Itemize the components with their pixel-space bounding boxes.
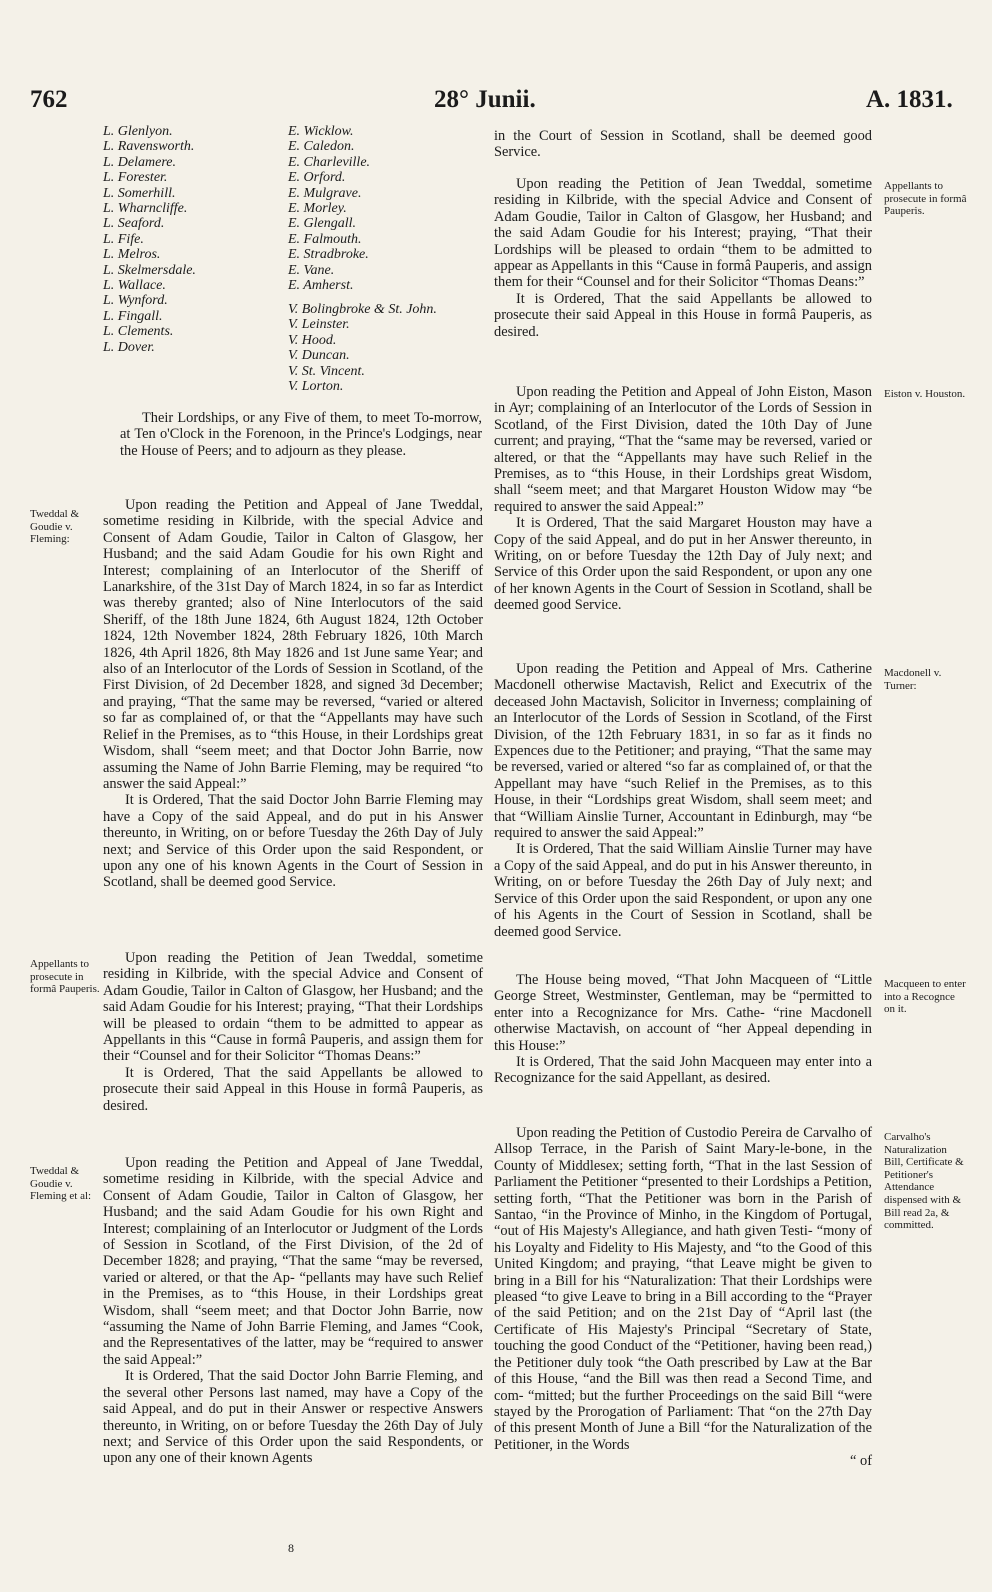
order-text: It is Ordered, That the said Appellants be allowed to prosecute their said Appeal in this House in formâ Pauperis, as desired.	[103, 1064, 483, 1114]
margin-note-pauperis-right: Appellants to prosecute in formâ Pauperis.	[884, 180, 967, 218]
entry-macqueen	[494, 972, 872, 1087]
lord-name: E. Falmouth.	[288, 231, 362, 247]
order-text: It is Ordered, That the said William Ainslie Turner may have a Copy of the said Appeal, and do put in his Answer thereunto, in Writing, on or before Tuesday the 26th Day of July next; and Service of this Order upon the said Respondent, or upon any one of his Agents in the Court of Session in Scotland, shall be deemed good Service.	[494, 841, 872, 940]
meeting-notice: Their Lordships, or any Five of them, to meet To-morrow, at Ten o'Clock in the Forenoon, in the Prince's Lodgings, near the House of Peers; and to adjourn as they please.	[120, 410, 482, 459]
entry-eiston-houston	[494, 384, 872, 614]
lords-list-barons	[103, 124, 196, 355]
order-text: It is Ordered, That the said Doctor John Barrie Fleming may have a Copy of the said Appeal, and do put in his Answer thereunto, in Writing, on or before Tuesday the 26th Day of July next; and Service of this Order upon the said Respondent, or upon any one of his known Agents in the Court of Session in Scotland, shall be deemed good Service.	[103, 792, 483, 891]
lord-name: V. Hood.	[288, 332, 337, 348]
lord-name: L. Somerhill.	[103, 185, 176, 201]
lord-name: L. Seaford.	[103, 216, 165, 232]
lord-name: E. Wicklow.	[288, 124, 354, 139]
page-number: 762	[30, 86, 68, 113]
lord-name: L. Clements.	[103, 324, 174, 340]
lord-name: E. Caledon.	[288, 139, 355, 155]
page-date: 28° Junii.	[434, 86, 536, 113]
signature-mark: 8	[288, 1541, 294, 1555]
lord-name: L. Fife.	[103, 231, 144, 247]
lords-list-earls	[288, 124, 370, 293]
margin-note-eiston: Eiston v. Houston.	[884, 388, 966, 400]
lord-name: E. Charleville.	[288, 154, 371, 170]
petition-text: Upon reading the Petition and Appeal of Mrs. Catherine Macdonell otherwise Mactavish, Relict and Executrix of the deceased John Mactavish, Solicitor in Inverness; complaining of an Interlocutor of the Lords of Session in Scotland, of the First Division, of the 12th February 1831, in so far as it finds no Expences due to the Petitioner; and praying, “That the same may be reversed, varied or altered “so far as complained of, or that the Appellant may have “such Relief in the Premises, as to this House, in their “Lordships great Wisdom, shall seem meet; and that “William Ainslie Turner, Accountant in Edinburgh, may “be required to answer the said Appeal:”	[494, 661, 872, 842]
lord-name: V. Bolingbroke & St. John.	[288, 302, 437, 317]
page-year: A. 1831.	[866, 86, 953, 113]
entry-carvalho-naturalization	[494, 1125, 872, 1470]
lord-name: E. Vane.	[288, 262, 335, 278]
motion-text: The House being moved, “That John Macqueen of “Little George Street, Westminster, Gentleman, may be “permitted to enter into a Recognizance for Mrs. Cathe- “rine Macdonell otherwise Mactavish, on account of “her Appeal depending in this House:”	[494, 972, 872, 1054]
order-text: It is Ordered, That the said John Macqueen may enter into a Recognizance for the said Appellant, as desired.	[494, 1054, 872, 1087]
lord-name: L. Dover.	[103, 339, 155, 355]
lord-name: L. Glenlyon.	[103, 124, 173, 139]
margin-note-tweddal-fleming: Tweddal & Goudie v. Fleming:	[30, 508, 80, 546]
lord-name: E. Glengall.	[288, 216, 357, 232]
order-text: It is Ordered, That the said Margaret Houston may have a Copy of the said Appeal, and do put in her Answer thereunto, in Writing, on or before Tuesday the 12th Day of July next; and Service of this Order upon the said Respondent, or upon any one of her known Agents in the Court of Session in Scotland, shall be deemed good Service.	[494, 515, 872, 614]
entry-macdonell-turner	[494, 661, 872, 940]
lord-name: L. Wharncliffe.	[103, 201, 188, 217]
lord-name: E. Mulgrave.	[288, 185, 362, 201]
petition-text: Upon reading the Petition of Custodio Pereira de Carvalho of Allsop Terrace, in the Parish of Saint Mary-le-bone, in the County of Middlesex; setting forth, “That in the last Session of Parliament the Petitioner “presented to their Lordships a Petition, setting forth, “That the Petitioner was born in the Parish of Santao, “in the Province of Minho, in the Kingdom of Portugal, “out of His Majesty's Allegiance, and hath given Testi- “mony of his Loyalty and Fidelity to His Majesty, and “to the Good of this United Kingdom; and praying, “that Leave might be given to bring in a Bill for his “Naturalization: That their Lordships were pleased “to give Leave to bring in a Bill according to the “Prayer of the said Petition; and on the 21st Day of “April last (the Certificate of His Majesty's Principal “Secretary of State, touching the good Conduct of the “Petitioner, having been read,) the Petitioner duly took “the Oath prescribed by Law at the Bar of this House, “and the Bill was then read a Second Time, and com- “mitted; but the further Proceedings on the said Bill “were stayed by the Prorogation of Parliament: That “on the 27th Day of this present Month of June a Bill “for the Naturalization of the Petitioner, in the Words	[494, 1125, 872, 1453]
margin-note-macdonell: Macdonell v. Turner:	[884, 667, 942, 692]
lord-name: L. Fingall.	[103, 308, 163, 324]
order-text: It is Ordered, That the said Appellants be allowed to prosecute their said Appeal in this House in formâ Pauperis, as desired.	[494, 290, 872, 340]
petition-text: Upon reading the Petition and Appeal of Jane Tweddal, sometime residing in Kilbride, with the special Advice and Consent of Adam Goudie, Tailor in Calton of Glasgow, her Husband; and the said Adam Goudie for his own Right and Interest; complaining of an Interlocutor of the Sheriff of Lanarkshire, of the 31st Day of March 1824, in so far as Interdict was thereby granted; also of Nine Interlocutors of the said Sheriff, of the 18th June 1824, 6th August 1824, 12th October 1824, 12th November 1824, 28th February 1826, 10th March 1826, 4th April 1826, 8th May 1826 and 1st June same Year; and also of an Interlocutor of the Lords of Session in Scotland, of the First Division, of 2d December 1828, and signed 3d December; and praying, “That the same may be reversed, “varied or altered so far as complained of, or that the “Appellants may have such Relief in the Premises, as to “this House, in their Lordships great Wisdom, shall “seem meet; and that Doctor John Barrie, now assuming the Name of John Barrie Fleming, may be required “to answer the said Appeal:”	[103, 497, 483, 792]
lord-name: L. Wynford.	[103, 293, 168, 309]
lord-name: L. Skelmersdale.	[103, 262, 196, 278]
lord-name: E. Morley.	[288, 201, 347, 217]
lord-name: V. St. Vincent.	[288, 363, 365, 379]
entry-pauperis-left	[103, 950, 483, 1114]
lord-name: L. Ravensworth.	[103, 139, 195, 155]
entry-pauperis-right	[494, 176, 872, 340]
entry-tweddal-fleming-et-al	[103, 1155, 483, 1467]
petition-text: Upon reading the Petition of Jean Tweddal, sometime residing in Kilbride, with the special Advice and Consent of Adam Goudie, Tailor in Calton of Glasgow, her Husband; and the said Adam Goudie for his Interest; praying, “That their Lordships will be pleased to ordain “them to be admitted to appear as Appellants in this “Cause in formâ Pauperis, and assign them for their “Counsel and for their Solicitor “Thomas Deans:”	[494, 176, 872, 291]
lord-name: E. Orford.	[288, 170, 346, 186]
margin-note-tweddal-fleming-et-al: Tweddal & Goudie v. Fleming et al:	[30, 1165, 92, 1203]
margin-note-carvalho: Carvalho's Naturalization Bill, Certificate & Petitioner's Attendance dispensed with & Bill read 2a, & committed.	[884, 1131, 964, 1232]
lord-name: L. Melros.	[103, 247, 161, 263]
petition-text: Upon reading the Petition of Jean Tweddal, sometime residing in Kilbride, with the special Advice and Consent of Adam Goudie, Tailor in Calton of Glasgow, her Husband; and the said Adam Goudie for his Interest; praying, “That their Lordships will be pleased to ordain “them to be admitted to appear as Appellants in this “Cause in formâ Pauperis, and assign them for their “Counsel and for their Solicitor “Thomas Deans:”	[103, 950, 483, 1065]
order-text: It is Ordered, That the said Doctor John Barrie Fleming, and the several other Persons last named, may have a Copy of the said Appeal, and do put in their Answer or respective Answers thereunto, in Writing, on or before Tuesday the 26th Day of July next; and Service of this Order upon the said Respondents, or upon any one of their known Agents	[103, 1368, 483, 1467]
lord-name: L. Delamere.	[103, 154, 176, 170]
lord-name: V. Lorton.	[288, 379, 344, 395]
petition-text: Upon reading the Petition and Appeal of John Eiston, Mason in Ayr; complaining of an Interlocutor of the Lords of Session in Scotland, of the First Division, dated the 10th Day of June current; and praying, “That the “same may be reversed, varied or altered, or that the “Appellants may have such Relief in the Premises, as to “this House, in their Lordships great Wisdom, shall “seem meet; and that Margaret Houston Widow may “be required to answer the said Appeal:”	[494, 384, 872, 515]
lords-list-viscounts	[288, 302, 437, 394]
lord-name: E. Amherst.	[288, 278, 354, 294]
margin-note-macqueen: Macqueen to enter into a Recognce on it.	[884, 978, 966, 1016]
lord-name: L. Wallace.	[103, 278, 166, 294]
margin-note-pauperis-left: Appellants to prosecute in formâ Pauperis.	[30, 958, 100, 996]
lord-name: V. Leinster.	[288, 317, 350, 333]
lord-name: V. Duncan.	[288, 348, 350, 364]
catchword: “ of	[850, 1453, 872, 1470]
lord-name: L. Forester.	[103, 170, 168, 186]
entry-tweddal-fleming	[103, 497, 483, 891]
right-continuation: in the Court of Session in Scotland, shall be deemed good Service.	[494, 128, 872, 161]
petition-text: Upon reading the Petition and Appeal of Jane Tweddal, sometime residing in Kilbride, with the special Advice and Consent of Adam Goudie, Tailor in Calton of Glasgow, her Husband; and the said Adam Goudie for his own Right and Interest; complaining of an Interlocutor or Judgment of the Lords of Session in Scotland, of the First Division, of the 2d of December 1828; and praying, “That the same “may be reversed, varied or altered, or that the Ap- “pellants may have such Relief in the Premises, as to “this House, in their Lordships great Wisdom, shall “seem meet; and that Doctor John Barrie, now “assuming the Name of John Barrie Fleming, and James “Cook, and the Representatives of the latter, may be “required to answer the said Appeal:”	[103, 1155, 483, 1368]
lord-name: E. Stradbroke.	[288, 247, 369, 263]
